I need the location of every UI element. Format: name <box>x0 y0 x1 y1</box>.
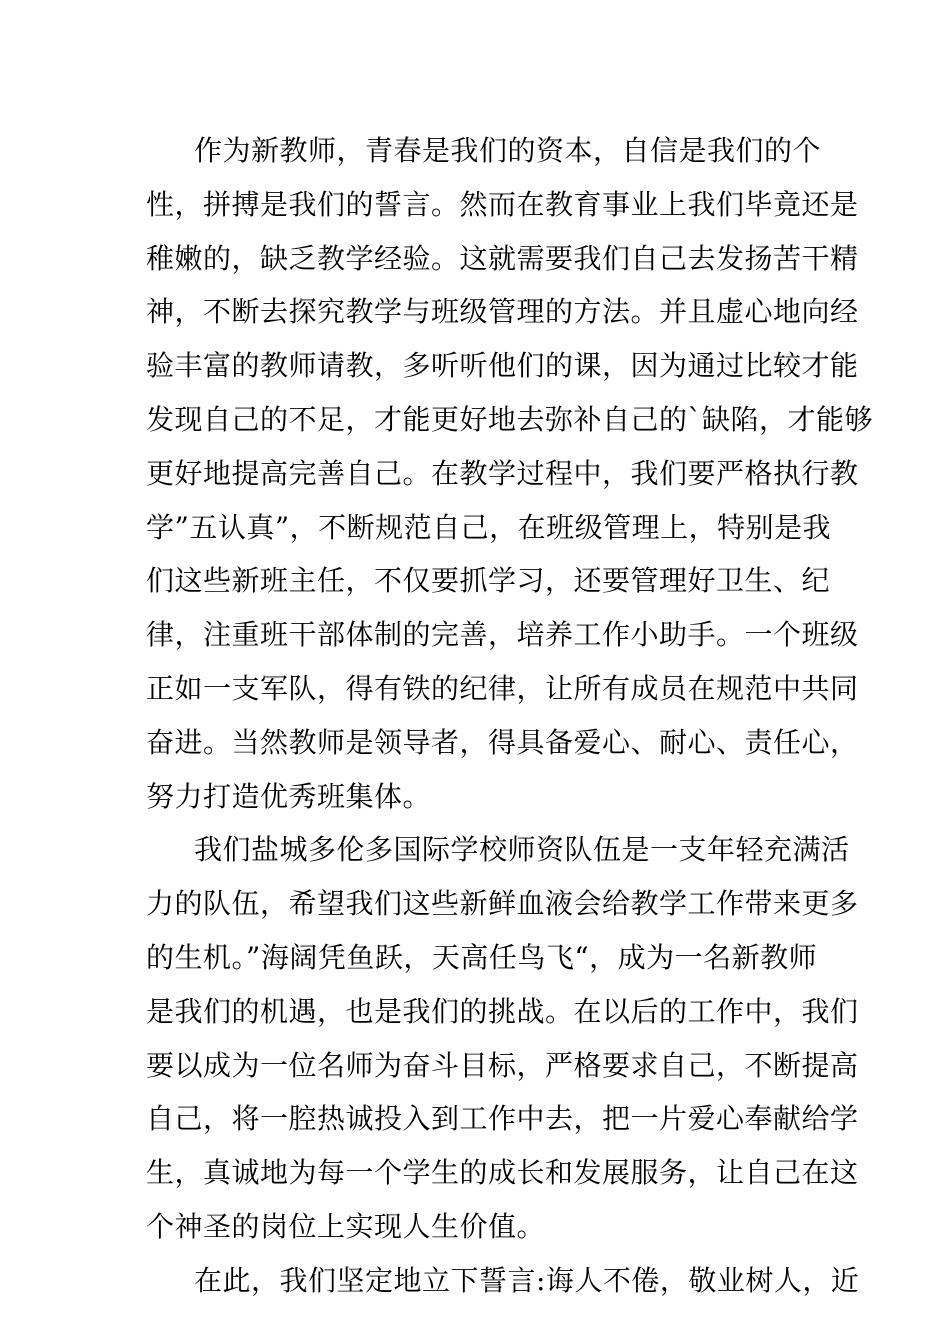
paragraph-1-line-13: 努力打造优秀班集体。 <box>146 779 432 813</box>
paragraph-1-line-11: 正如一支军队，得有铁的纪律，让所有成员在规范中共同 <box>146 671 859 705</box>
paragraph-1-line-2: 性，拼搏是我们的誓言。然而在教育事业上我们毕竟还是 <box>146 187 859 221</box>
paragraph-1-line-9: 们这些新班主任，不仅要抓学习，还要管理好卫生、纪 <box>146 564 831 598</box>
paragraph-2-line-2: 力的队伍，希望我们这些新鲜血液会给教学工作带来更多 <box>146 887 859 921</box>
paragraph-1-line-6: 发现自己的不足，才能更好地去弥补自己的`缺陷，才能够 <box>146 402 874 436</box>
paragraph-1-line-4: 神，不断去探究教学与班级管理的方法。并且虚心地向经 <box>146 295 859 329</box>
paragraph-1-line-8: 学”五认真”，不断规范自己，在班级管理上，特别是我 <box>146 510 832 544</box>
paragraph-1-line-1: 作为新教师，青春是我们的资本，自信是我们的个 <box>194 134 822 167</box>
document-body <box>146 124 874 1308</box>
paragraph-3-line-1: 在此，我们坚定地立下誓言:诲人不倦，敬业树人，近 <box>194 1263 860 1297</box>
paragraph-2-line-1: 我们盐城多伦多国际学校师资队伍是一支年轻充满活 <box>194 833 850 867</box>
paragraph-1-line-7: 更好地提高完善自己。在教学过程中，我们要严格执行教 <box>146 456 859 490</box>
paragraph-1-line-3: 稚嫩的，缺乏教学经验。这就需要我们自己去发扬苦干精 <box>146 241 859 275</box>
paragraph-2-line-8: 个神圣的岗位上实现人生价值。 <box>146 1209 546 1243</box>
paragraph-1-line-12: 奋进。当然教师是领导者，得具备爱心、耐心、责任心， <box>146 725 859 759</box>
paragraph-1-line-5: 验丰富的教师请教，多听听他们的课，因为通过比较才能 <box>146 349 859 383</box>
paragraph-2-line-7: 生，真诚地为每一个学生的成长和发展服务，让自己在这 <box>146 1156 859 1190</box>
paragraph-2-line-4: 是我们的机遇，也是我们的挑战。在以后的工作中，我们 <box>146 994 859 1028</box>
paragraph-2-line-5: 要以成为一位名师为奋斗目标，严格要求自己，不断提高 <box>146 1048 859 1082</box>
paragraph-2-line-6: 自己，将一腔热诚投入到工作中去，把一片爱心奉献给学 <box>146 1102 859 1136</box>
paragraph-2-line-3: 的生机。”海阔凭鱼跃，天高任鸟飞“，成为一名新教师 <box>146 940 818 974</box>
paragraph-1-line-10: 律，注重班干部体制的完善，培养工作小助手。一个班级 <box>146 618 859 652</box>
